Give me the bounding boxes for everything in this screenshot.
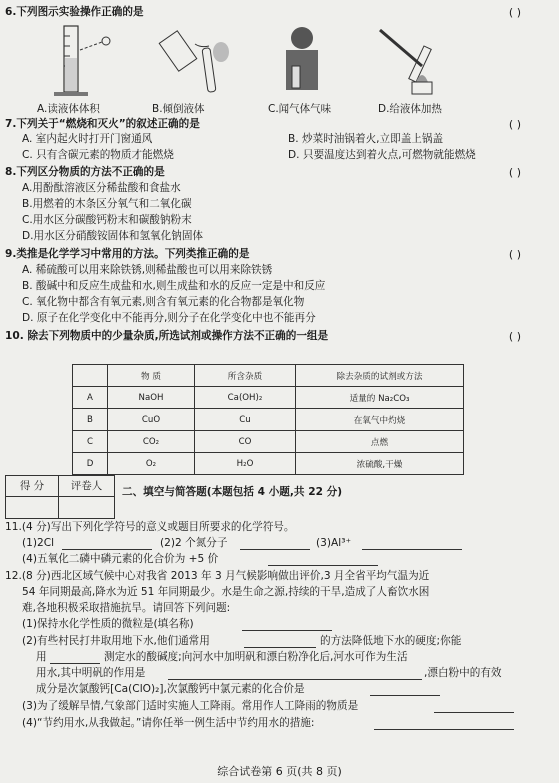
table-cell: Ca(OH)₂ — [195, 387, 296, 409]
table-cell: 在氧气中灼烧 — [296, 409, 464, 431]
table-cell: 适量的 Na₂CO₃ — [296, 387, 464, 409]
q7-stem: 7.下列关于“燃烧和灭火”的叙述正确的是 — [5, 118, 200, 130]
q6-option-d: D.给液体加热 — [378, 103, 442, 115]
q12-sub-2-d: 测定水的酸碱度;向河水中加明矾和漂白粉净化后,河水可作为生活 — [104, 651, 408, 663]
table-cell: CO — [195, 431, 296, 453]
graduated-cylinder-figure — [40, 22, 120, 98]
q7-option-a: A. 室内起火时打开门窗通风 — [22, 133, 153, 145]
section-2-heading: 二、填空与简答题(本题包括 4 小题,共 22 分) — [122, 486, 343, 498]
q6-answer-paren: ( ) — [508, 6, 521, 19]
heating-liquid-figure — [372, 22, 452, 98]
q11-part-3: (3)Al³⁺ — [316, 537, 352, 549]
table-header-cell — [73, 365, 108, 387]
table-cell: 浓硫酸,干燥 — [296, 453, 464, 475]
q6-option-b: B.倾倒液体 — [152, 103, 205, 115]
table-cell: NaOH — [108, 387, 195, 409]
table-header-cell: 除去杂质的试剂或方法 — [296, 365, 464, 387]
q9-stem: 9.类推是化学学习中常用的方法。下列类推正确的是 — [5, 248, 250, 260]
table-header-cell: 物 质 — [108, 365, 195, 387]
q12-blank-4[interactable] — [168, 667, 422, 680]
q12-sub-2-c: 用 — [36, 651, 47, 663]
q6-option-c: C.闻气体气味 — [268, 103, 332, 115]
q11-stem: 11.(4 分)写出下列化学符号的意义或题目所要求的化学符号。 — [5, 521, 295, 533]
smelling-gas-figure — [262, 22, 338, 98]
q12-stem-line-3: 难,各地积极采取措施抗旱。请回答下列问题: — [22, 602, 231, 614]
q10-stem: 10. 除去下列物质中的少量杂质,所选试剂或操作方法不正确的一组是 — [5, 330, 329, 342]
q8-answer-paren: ( ) — [508, 166, 521, 179]
q8-stem: 8.下列区分物质的方法不正确的是 — [5, 166, 165, 178]
pouring-liquid-figure — [155, 22, 235, 98]
q7-answer-paren: ( ) — [508, 118, 521, 131]
q11-blank-3[interactable] — [362, 537, 462, 550]
q12-blank-6[interactable] — [434, 700, 514, 713]
table-cell: Cu — [195, 409, 296, 431]
q9-option-c: C. 氧化物中都含有氧元素,则含有氧元素的化合物都是氧化物 — [22, 296, 305, 308]
q12-blank-2[interactable] — [244, 635, 316, 648]
q7-option-c: C. 只有含碳元素的物质才能燃烧 — [22, 149, 174, 161]
q12-blank-5[interactable] — [370, 683, 440, 696]
q11-part-4: (4)五氧化二磷中磷元素的化合价为 +5 价 — [22, 553, 219, 565]
table-row — [73, 453, 464, 475]
q11-blank-4[interactable] — [268, 553, 378, 566]
table-cell: O₂ — [108, 453, 195, 475]
q12-sub-4: (4)“节约用水,从我做起。”请你任举一例生活中节约用水的措施: — [22, 717, 315, 729]
table-cell: B — [73, 409, 108, 431]
q6-option-a: A.读液体体积 — [37, 103, 100, 115]
q12-stem-line-1: 12.(8 分)西北区域气候中心对我省 2013 年 3 月气候影响做出评价,3 月全省平均气温为近 — [5, 570, 430, 582]
q12-stem-line-2: 54 年同期最高,降水为近 51 年同期最少。水是生命之源,持续的干旱,造成了人畜饮水困 — [22, 586, 430, 598]
q8-option-d: D.用水区分硝酸铵固体和氢氧化钠固体 — [22, 230, 204, 242]
table-cell: D — [73, 453, 108, 475]
q7-option-b: B. 炒菜时油锅着火,立即盖上锅盖 — [288, 133, 444, 145]
table-header-row — [73, 365, 464, 387]
table-cell: CuO — [108, 409, 195, 431]
q7-option-d: D. 只要温度达到着火点,可燃物就能燃烧 — [288, 149, 476, 161]
q12-sub-2-a: (2)有些村民打井取用地下水,他们通常用 — [22, 635, 210, 647]
q8-option-c: C.用水区分碳酸钙粉末和碳酸钠粉末 — [22, 214, 192, 226]
q9-answer-paren: ( ) — [508, 248, 521, 261]
q12-sub-1: (1)保持水化学性质的微粒是(填名称) — [22, 618, 194, 630]
q10-options-table — [72, 364, 464, 475]
q12-sub-3: (3)为了缓解旱情,气象部门适时实施人工降雨。常用作人工降雨的物质是 — [22, 700, 359, 712]
table-cell: A — [73, 387, 108, 409]
q12-sub-2-g: 成分是次氯酸钙[Ca(ClO)₂],次氯酸钙中氯元素的化合价是 — [36, 683, 305, 695]
score-box-divider — [58, 496, 59, 518]
q9-option-b: B. 酸碱中和反应生成盐和水,则生成盐和水的反应一定是中和反应 — [22, 280, 326, 292]
q6-stem: 6.下列图示实验操作正确的是 — [5, 6, 144, 18]
q12-sub-2-b: 的方法降低地下水的硬度;你能 — [320, 635, 462, 647]
table-row — [73, 431, 464, 453]
q11-part-2: (2)2 个氮分子 — [160, 537, 228, 549]
q8-option-a: A.用酚酞溶液区分稀盐酸和食盐水 — [22, 182, 181, 194]
q12-sub-2-e: 用水,其中明矾的作用是 — [36, 667, 146, 679]
table-cell: 点燃 — [296, 431, 464, 453]
table-cell: H₂O — [195, 453, 296, 475]
score-box — [5, 475, 115, 519]
q12-blank-1[interactable] — [242, 618, 332, 631]
q12-sub-2-f: ,漂白粉中的有效 — [424, 667, 502, 679]
table-row — [73, 387, 464, 409]
q11-blank-2[interactable] — [240, 537, 310, 550]
score-label: 得 分 — [6, 476, 59, 497]
q11-part-1: (1)2Cl — [22, 537, 55, 549]
table-row — [73, 409, 464, 431]
q9-option-a: A. 稀硫酸可以用来除铁锈,则稀盐酸也可以用来除铁锈 — [22, 264, 273, 276]
page-footer: 综合试卷第 6 页(共 8 页) — [217, 765, 342, 778]
q12-blank-7[interactable] — [374, 717, 514, 730]
grader-label: 评卷人 — [59, 476, 114, 497]
table-cell: C — [73, 431, 108, 453]
table-cell: CO₂ — [108, 431, 195, 453]
q9-option-d: D. 原子在化学变化中不能再分,则分子在化学变化中也不能再分 — [22, 312, 316, 324]
table-header-cell: 所含杂质 — [195, 365, 296, 387]
q12-blank-3[interactable] — [50, 651, 100, 664]
q11-blank-1[interactable] — [62, 537, 152, 550]
q8-option-b: B.用燃着的木条区分氧气和二氧化碳 — [22, 198, 192, 210]
q10-answer-paren: ( ) — [508, 330, 521, 343]
